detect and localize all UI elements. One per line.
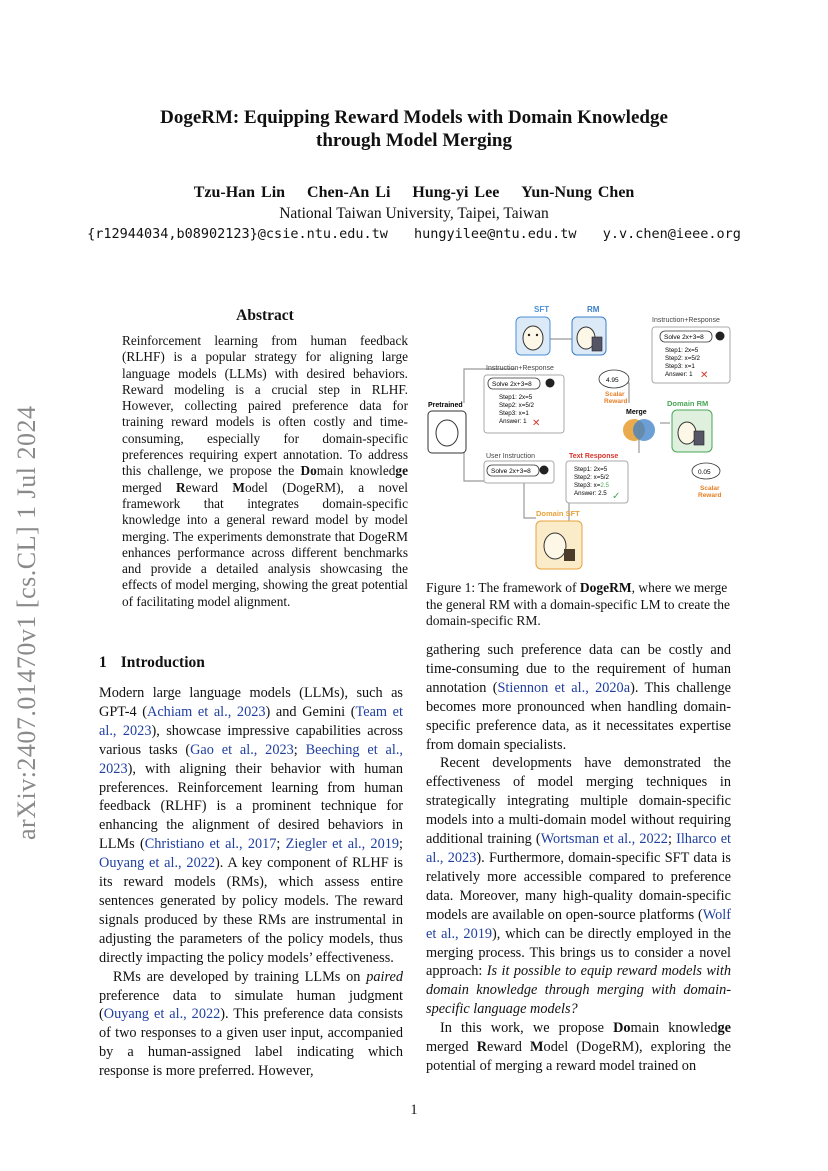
left-column-text <box>99 684 403 1081</box>
paragraph: Modern large language models (LLMs), such as GPT-4 (Achiam et al., 2023) and Gemini (Team et al., 2023), showcase impressive capabilities across various tasks (Gao et al., 2023; Beeching et al., 2023), with aligning their behavior with human preferences. Reinforcement learning from human feedback (RLHF) is a prominent technique for enhancing the alignment of desired behaviors in LLMs (Christiano et al., 2017; Ziegler et al., 2019; Ouyang et al., 2022). A key component of RLHF is its reward models (RMs), which assess entire sentences generated by policy models. The reward signals produced by these RMs are instrumental in adjusting the parameters of the policy models, thus directly impacting the policy models’ effectiveness. <box>99 685 404 966</box>
author-name: Yun-Nung Chen <box>521 184 635 201</box>
paragraph: Recent developments have demonstrated the effectiveness of model merging techniques in strategically integrating multiple domain-specific models into a multi-domain model without requiring additional training (Wortsman et al., 2022; Ilharco et al., 2023). Furthermore, domain-specific SFT data is relatively more accessible compared to preference data. Moreover, many high-quality domain-specific models are available on open-source platforms (Wolf et al., 2019), which can be directly employed in the merging process. This brings us to consider a novel approach: Is it possible to equip reward models with domain knowledge through merging with domain-specific language models? <box>426 755 732 1018</box>
citation-link[interactable]: Ouyang et al., 2022 <box>99 855 216 872</box>
text-response-label: Text Response <box>569 453 619 460</box>
paper-title <box>0 106 828 152</box>
abstract-body: Reinforcement learning from human feedback (RLHF) is a popular strategy for aligning large language models (LLMs) with desired behaviors. Reward modeling is a crucial step in RLHF. However, collecting paired preference data for training reward models is often costly and time-consuming, especially for domain-specific preferences requiring expert annotation. To address this challenge, we propose the Domain knowledge merged Reward Model (DogeRM), a novel framework that integrates domain-specific knowledge into a general reward model by model merging. The experiments demonstrate that DogeRM enhances performance across different benchmarks and provide a detailed analysis showcasing the effects of model merging, showing the great potential of facilitating model alignment. <box>122 333 408 609</box>
svg-text:Step3: x=1: Step3: x=1 <box>665 363 695 370</box>
merge-label: Merge <box>626 409 647 416</box>
user-icon <box>540 466 549 475</box>
svg-text:0.05: 0.05 <box>698 469 711 476</box>
instr-resp-mid-label: Instruction+Response <box>486 365 554 372</box>
svg-text:Solve 2x+3=8: Solve 2x+3=8 <box>491 468 531 475</box>
citation-link[interactable]: Beeching et al., 2023 <box>99 741 403 777</box>
domain-rm-label: Domain RM <box>667 399 709 408</box>
svg-text:Step1: 2x=5: Step1: 2x=5 <box>499 394 533 401</box>
scalar-reward-label: Scalar Reward <box>604 391 628 405</box>
llama-icon <box>523 326 543 350</box>
svg-text:Solve 2x+3=8: Solve 2x+3=8 <box>664 334 704 341</box>
right-column-text <box>426 641 731 1076</box>
svg-text:Step1: 2x=5: Step1: 2x=5 <box>665 347 699 354</box>
svg-text:Step3: x=2.5: Step3: x=2.5 <box>574 482 609 489</box>
paragraph: RMs are developed by training LLMs on paired preference data to simulate human judgment (Ouyang et al., 2022). This preference data consists of two responses to a given user input, accompanied by a human-assigned label indicating which response is more preferred. However, <box>99 968 403 1080</box>
user-icon <box>546 379 555 388</box>
svg-text:Answer: 1: Answer: 1 <box>499 418 527 425</box>
svg-text:4.95: 4.95 <box>606 377 619 384</box>
svg-text:Answer: 2.5: Answer: 2.5 <box>574 490 607 497</box>
figure-caption: Figure 1: The framework of DogeRM, where we merge the general RM with a domain-specific LM to create the domain-specific RM. <box>426 580 731 628</box>
svg-text:Step1: 2x=5: Step1: 2x=5 <box>574 466 608 473</box>
citation-link[interactable]: Stiennon et al., 2020a <box>497 679 631 696</box>
email: {r12944034,b08902123}@csie.ntu.edu.tw <box>87 226 388 242</box>
user-instruction-label: User Instruction <box>486 453 536 460</box>
email: y.v.chen@ieee.org <box>602 226 741 242</box>
instr-resp-top-label: Instruction+Response <box>652 317 720 324</box>
scalar-reward-label: Scalar Reward <box>698 485 722 499</box>
pretrained-label: Pretrained <box>428 402 463 409</box>
svg-text:Step3: x=1: Step3: x=1 <box>499 410 529 417</box>
svg-text:Solve 2x+3=8: Solve 2x+3=8 <box>492 381 532 388</box>
email-list <box>0 226 828 242</box>
rm-label: RM <box>587 305 600 314</box>
domain-sft-label: Domain SFT <box>536 509 580 518</box>
paragraph: In this work, we propose Domain knowledge merged Reward Model (DogeRM), exploring the potential of merging a reward model trained on <box>426 1020 731 1074</box>
citation-link[interactable]: Ilharco et al., 2023 <box>426 831 732 866</box>
llama-book-icon <box>544 533 566 559</box>
svg-text:Step2: x=5/2: Step2: x=5/2 <box>499 402 534 409</box>
check-icon: ✓ <box>612 491 621 502</box>
title-line-1: DogeRM: Equipping Reward Models with Domain Knowledge <box>160 107 668 128</box>
author-list <box>0 184 828 202</box>
merge-venn-icon <box>623 419 655 441</box>
author-name: Chen-An Li <box>307 184 391 201</box>
author-name: Tzu-Han Lin <box>193 184 286 201</box>
user-icon <box>716 332 725 341</box>
figure-1 <box>424 303 734 573</box>
arxiv-stamp: arXiv:2407.01470v1 [cs.CL] 1 Jul 2024 <box>12 405 41 840</box>
page-number: 1 <box>410 1102 418 1118</box>
citation-link[interactable]: Gao et al., 2023 <box>190 741 294 758</box>
email: hungyilee@ntu.edu.tw <box>414 226 577 242</box>
paragraph: gathering such preference data can be costly and time-consuming due to the requirement of human annotation (Stiennon et al., 2020a). This challenge becomes more pronounced when handling domain-specific preference data, as it necessitates expertise from domain specialists. <box>426 642 732 753</box>
citation-link[interactable]: Ziegler et al., 2019 <box>285 836 400 853</box>
svg-text:Step2: x=5/2: Step2: x=5/2 <box>665 355 700 362</box>
citation-link[interactable]: Ouyang et al., 2022 <box>103 1006 221 1023</box>
citation-link[interactable]: Wolf et al., 2019 <box>426 906 731 942</box>
cross-icon: ✕ <box>700 370 709 381</box>
section-heading: 1 Introduction <box>99 654 205 671</box>
citation-link[interactable]: Wortsman et al., 2022 <box>540 831 668 848</box>
svg-text:Step2: x=5/2: Step2: x=5/2 <box>574 474 609 481</box>
title-line-2: through Model Merging <box>316 130 512 151</box>
citation-link[interactable]: Achiam et al., 2023 <box>147 703 266 720</box>
cross-icon: ✕ <box>532 418 541 429</box>
llama-icon <box>436 420 458 446</box>
citation-link[interactable]: Team et al., 2023 <box>99 703 403 739</box>
llama-calculator-icon <box>678 422 696 444</box>
sft-label: SFT <box>534 305 550 314</box>
svg-text:Answer: 1: Answer: 1 <box>665 371 693 378</box>
citation-link[interactable]: Christiano et al., 2017 <box>144 836 277 853</box>
author-name: Hung-yi Lee <box>412 184 500 201</box>
abstract-heading: Abstract <box>236 307 294 324</box>
affiliation: National Taiwan University, Taipei, Taiwan <box>279 205 549 222</box>
